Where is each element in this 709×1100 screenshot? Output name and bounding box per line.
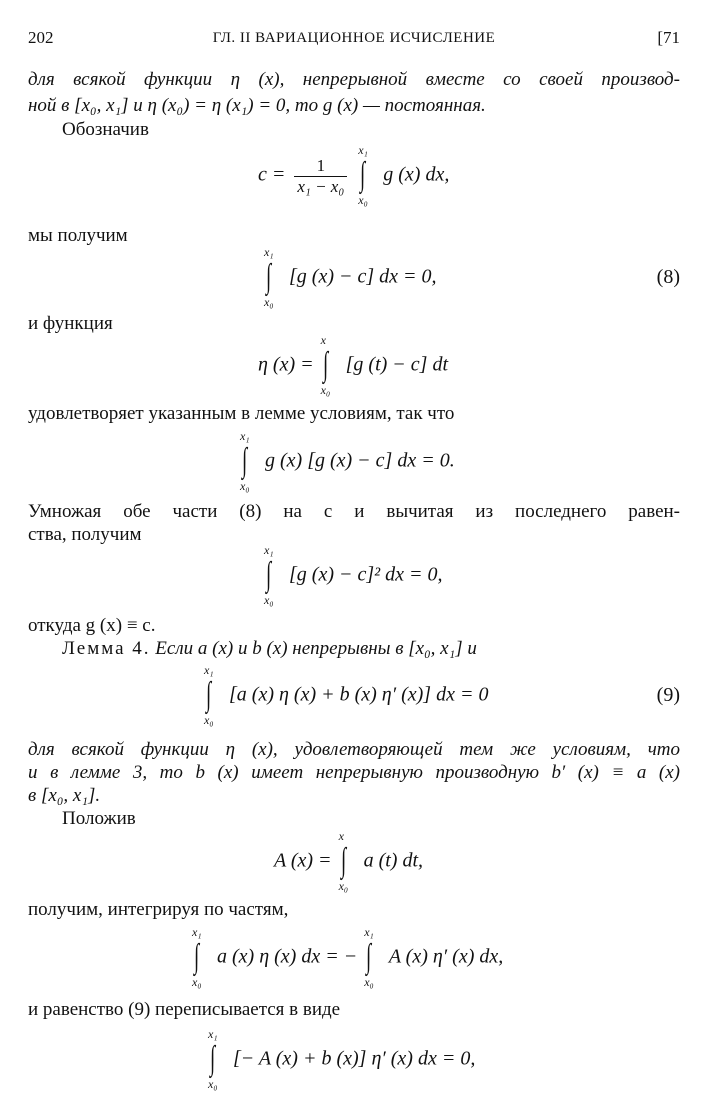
formula-body: a (x) η (x) dx = − — [217, 945, 358, 968]
formula-8 — [262, 245, 437, 309]
upper-limit: x₁ — [364, 925, 374, 939]
lower-limit: x₀ — [364, 975, 374, 989]
formula-body: g (x) dx, — [383, 163, 450, 186]
upper-limit: x₁ — [240, 429, 250, 443]
formula-integration-by-parts — [190, 925, 504, 989]
text-line: ной в [x₀, x₁] и η (x₀) = η (x₁) = 0, то g (x) — постоянная. — [28, 95, 486, 116]
text-line: откуда g (x) ≡ c. — [28, 615, 156, 636]
upper-limit: x₁ — [264, 245, 274, 259]
text-line: для всякой функции η (x), непрерывной вместе со своей производ- — [28, 69, 680, 90]
text-line: в [x₀, x₁]. — [28, 785, 101, 806]
integral-sign: x₁ ∫ x₀ — [364, 925, 374, 989]
upper-limit: x₁ — [208, 1027, 218, 1041]
fraction — [294, 156, 347, 197]
integral-sign: x₁ ∫ x₀ — [208, 1027, 218, 1091]
upper-limit: x — [320, 333, 326, 347]
integral-sign: x₁ ∫ x₀ — [358, 143, 368, 207]
text-line: и функция — [28, 313, 113, 334]
formula-body: [g (t) − c] dt — [345, 353, 448, 376]
equation-number-9: (9) — [656, 684, 680, 706]
integral-sign: x₁ ∫ x₀ — [204, 663, 214, 727]
upper-limit: x₁ — [204, 663, 214, 677]
running-header — [28, 28, 680, 52]
formula-body: [− A (x) + b (x)] η′ (x) dx = 0, — [233, 1047, 476, 1070]
equation-number-8: (8) — [656, 266, 680, 288]
text-line: Положив — [62, 808, 136, 829]
section-number: [71 — [657, 28, 680, 47]
lower-limit: x₀ — [358, 193, 368, 207]
formula-product-integral — [238, 429, 455, 493]
formula-eta-definition — [258, 333, 448, 397]
formula-body: [g (x) − c]² dx = 0, — [289, 563, 443, 586]
text-line: мы получим — [28, 225, 128, 246]
text-line: для всякой функции η (x), удовлетворяющей тем же условиям, что — [28, 739, 680, 760]
lower-limit: x₀ — [264, 593, 274, 607]
integral-sign: x₁ ∫ x₀ — [264, 543, 274, 607]
formula-body: A (x) η′ (x) dx, — [388, 945, 504, 968]
page-number: 202 — [28, 28, 54, 47]
text-line: ства, получим — [28, 524, 142, 545]
text-line: Умножая обе части (8) на c и вычитая из последнего равен- — [28, 501, 680, 522]
formula-lhs: A (x) = — [274, 849, 332, 872]
lower-limit: x₀ — [208, 1077, 218, 1091]
integral-sign: x ∫ x₀ — [338, 829, 349, 893]
lemma-label: Лемма 4. — [62, 638, 151, 659]
text-line: Обозначив — [62, 119, 149, 140]
lower-limit: x₀ — [240, 479, 250, 493]
upper-limit: x₁ — [192, 925, 202, 939]
text-line: Если a (x) и b (x) непрерывны в [x₀, x₁] и — [155, 638, 477, 659]
formula-lhs: η (x) = — [258, 353, 314, 376]
lower-limit: x₀ — [204, 713, 214, 727]
formula-9 — [202, 663, 489, 727]
fraction-numerator: 1 — [294, 156, 347, 177]
text-line: получим, интегрируя по частям, — [28, 899, 289, 920]
text-line: удовлетворяет указанным в лемме условиям, так что — [28, 403, 455, 424]
formula-rewritten-9 — [206, 1027, 476, 1091]
formula-body: [g (x) − c] dx = 0, — [289, 265, 437, 288]
text-line: и равенство (9) переписывается в виде — [28, 999, 341, 1020]
integral-sign: x ∫ x₀ — [320, 333, 331, 397]
upper-limit: x₁ — [264, 543, 274, 557]
lower-limit: x₀ — [320, 383, 331, 397]
lower-limit: x₀ — [338, 879, 349, 893]
text-line: и в лемме 3, то b (x) имеет непрерывную производную b′ (x) ≡ a (x) — [28, 762, 680, 783]
formula-body: a (t) dt, — [363, 849, 423, 872]
integral-sign: x₁ ∫ x₀ — [192, 925, 202, 989]
formula-squared-integral — [262, 543, 443, 607]
lower-limit: x₀ — [192, 975, 202, 989]
formula-A-definition — [274, 829, 423, 893]
upper-limit: x — [338, 829, 344, 843]
formula-c-definition — [258, 143, 450, 207]
formula-body: g (x) [g (x) − c] dx = 0. — [265, 449, 455, 472]
lower-limit: x₀ — [264, 295, 274, 309]
chapter-title: ГЛ. II ВАРИАЦИОННОЕ ИСЧИСЛЕНИЕ — [212, 30, 496, 46]
upper-limit: x₁ — [358, 143, 368, 157]
formula-lhs: c = — [258, 163, 286, 186]
integral-sign: x₁ ∫ x₀ — [264, 245, 274, 309]
integral-sign: x₁ ∫ x₀ — [240, 429, 250, 493]
formula-body: [a (x) η (x) + b (x) η′ (x)] dx = 0 — [229, 683, 489, 706]
fraction-denominator: x₁ − x₀ — [297, 176, 345, 196]
lemma-4-statement — [28, 637, 680, 661]
